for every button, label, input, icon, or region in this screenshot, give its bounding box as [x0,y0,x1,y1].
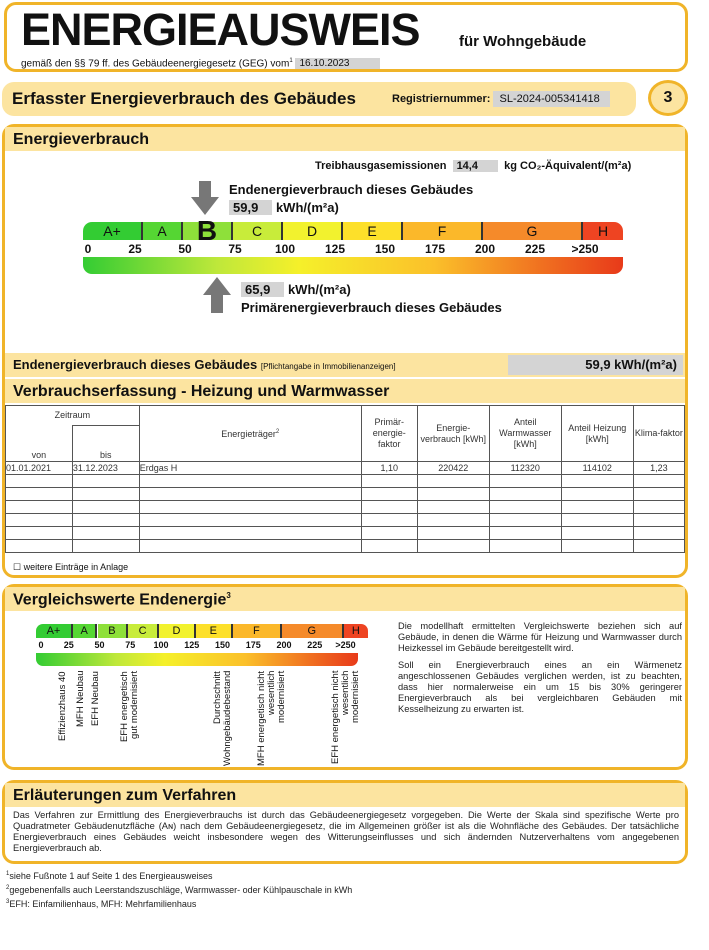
col-von: von [6,426,73,462]
table-cell [561,527,633,540]
summary-note: [Pflichtangabe in Immobilienanzeigen] [260,362,396,371]
primary-energy-value: 65,9 [241,282,284,297]
class-segment-D: D [159,624,196,638]
table-cell [6,475,73,488]
class-segment-A: A [73,624,98,638]
table-cell [489,488,561,501]
table-cell [139,475,361,488]
table-cell [361,514,417,527]
table-cell [417,514,489,527]
explanation-text: Das Verfahren zur Ermittlung des Energieverbrauchs ist durch das Gebäudeenergiegesetz vorgegeben. Die Werte der Skala sind spezifische Werte pro Quadratmeter Gebäudenutzfläche (Aɴ) nach dem Gebäudeenergiegesetz, die im Allgemeinen größer ist als die Wohnfläche des Gebäudes. Der tatsächliche Energieverbrauch eines Gebäudes weicht insbesondere wegen des Witterungseinflusses und sich ändernden Nutzerverhaltens vom angegebenen Energieverbrauch ab. [13,810,679,853]
scale-tick: 200 [276,640,292,650]
final-energy-value: 59,9 [229,200,272,215]
section-title: Erfasster Energieverbrauch des Gebäudes [12,89,356,108]
final-energy-label: Endenergieverbrauch dieses Gebäudes [229,182,474,197]
footnote-text: siehe Fußnote 1 auf Seite 1 des Energieausweises [9,871,213,881]
table-cell [6,527,73,540]
table-cell [417,501,489,514]
comparison-heading [5,587,685,611]
more-entries-checkbox[interactable]: ☐ weitere Einträge in Anlage [13,562,129,572]
class-segment-A+: A+ [36,624,73,638]
document-header [4,2,688,72]
scale-tick: 75 [228,242,242,256]
primary-energy-value-row [241,282,351,297]
final-energy-summary [5,353,685,377]
scale-tick: 50 [94,640,105,650]
col-bis: bis [72,426,139,462]
class-segment-D: D [283,222,343,240]
footnote [6,882,352,896]
col-energy: Energie-verbrauch [kWh] [417,406,489,462]
footnote-number: 3 [6,899,10,905]
table-cell: 112320 [489,462,561,475]
scale-tick: 150 [214,640,231,650]
comparison-panel [2,584,688,770]
table-cell [417,475,489,488]
table-cell [633,514,684,527]
ghg-unit: kg CO₂-Äquivalent/(m²a) [504,160,632,172]
table-cell: 01.01.2021 [6,462,73,475]
table-cell [139,488,361,501]
col-heating: Anteil Heizung [kWh] [561,406,633,462]
scale-gradient [83,257,623,274]
scale-tick: 225 [307,640,323,650]
legal-basis-text: gemäß den §§ 79 ff. des Gebäudeenergiegesetz (GEG) vom [21,58,290,70]
scale-tick: 100 [274,242,296,256]
class-segment-G: G [282,624,344,638]
comparison-ticks [5,640,385,652]
footnote-text: gegebenenfalls auch Leerstandszuschläge, Warmwasser- oder Kühlpauschale in kWh [9,885,353,895]
footnote-ref: 1 [289,58,293,64]
class-segment-E: E [343,222,403,240]
footnote-text: EFH: Einfamilienhaus, MFH: Mehrfamilienhaus [9,899,197,909]
table-row-empty [6,514,685,527]
table-cell [561,475,633,488]
page-number: 3 [648,80,688,116]
footnote-number: 2 [6,885,10,891]
table-cell: 114102 [561,462,633,475]
final-energy-value-row [229,200,339,215]
table-cell [6,540,73,553]
registration [392,93,610,105]
explanation-heading: Erläuterungen zum Verfahren [5,783,685,807]
col-zeitraum: Zeitraum [6,406,140,426]
table-cell: Erdgas H [139,462,361,475]
table-cell [72,514,139,527]
issue-date: 16.10.2023 [295,58,379,69]
legal-basis [21,55,380,70]
table-cell: 31.12.2023 [72,462,139,475]
scale-tick: 175 [245,640,261,650]
col-pef: Primär-energie-faktor [361,406,417,462]
reference-label: MFH energetisch nicht wesentlich modernisiert [255,671,287,767]
document-title: ENERGIEAUSWEIS [21,4,420,55]
comparison-gradient [36,653,358,666]
explanation-panel [2,780,688,864]
scale-tick: 100 [153,640,169,650]
summary-value: 59,9 kWh/(m²a) [508,355,683,375]
scale-tick: 175 [424,242,446,256]
class-segment-B: B [183,222,233,240]
scale-tick: 75 [125,640,136,650]
table-cell [72,540,139,553]
table-cell [633,540,684,553]
ghg-label: Treibhausgasemissionen [315,160,447,172]
col-traeger [139,406,361,462]
final-energy-unit: kWh/(m²a) [275,200,339,215]
reference-label: MFH Neubau [75,671,87,728]
table-cell [139,527,361,540]
table-cell [633,527,684,540]
scale-tick: 25 [128,242,142,256]
footnote [6,896,352,910]
energy-consumption-panel [2,124,688,578]
table-row-empty [6,475,685,488]
consumption-heading: Verbrauchserfassung - Heizung und Warmwasser [5,379,685,403]
reference-label: EFH Neubau [89,671,101,726]
comparison-heading-text: Vergleichswerte Endenergie [13,591,227,609]
table-cell [489,540,561,553]
ghg-value: 14,4 [453,160,498,172]
table-cell [561,514,633,527]
table-cell [489,514,561,527]
table-row-empty [6,540,685,553]
class-segment-C: C [128,624,159,638]
class-segment-E: E [196,624,233,638]
scale-tick: 50 [178,242,192,256]
table-cell [561,488,633,501]
table-cell [633,501,684,514]
col-warmwater: Anteil Warmwasser [kWh] [489,406,561,462]
class-segment-F: F [403,222,483,240]
table-cell [6,501,73,514]
table-cell [489,475,561,488]
col-traeger-label: Energieträger [221,429,276,439]
reference-label: EFH energetisch nicht wesentlich modernisiert [329,671,361,765]
section-header [2,82,636,116]
panel-heading: Energieverbrauch [5,127,685,151]
efficiency-scale [83,215,623,246]
table-cell [6,488,73,501]
table-row-empty [6,501,685,514]
table-cell: 1,23 [633,462,684,475]
table-cell [489,501,561,514]
table-cell [561,540,633,553]
table-cell: 1,10 [361,462,417,475]
table-row-empty [6,527,685,540]
table-cell [361,501,417,514]
ghg-emissions [315,159,631,174]
table-cell [633,475,684,488]
footnotes [6,868,352,910]
class-segment-B: B [98,624,129,638]
scale-tick: 0 [84,242,92,256]
class-segment-F: F [233,624,282,638]
table-cell [139,540,361,553]
summary-label: Endenergieverbrauch dieses Gebäudes [13,357,258,372]
table-cell [72,527,139,540]
class-segment-A+: A+ [83,222,143,240]
primary-energy-unit: kWh/(m²a) [287,282,351,297]
primary-energy-label: Primärenergieverbrauch dieses Gebäudes [241,300,502,315]
scale-tick: >250 [335,640,356,650]
table-cell [417,488,489,501]
scale-tick: >250 [571,242,599,256]
table-cell [361,475,417,488]
footnote [6,868,352,882]
table-cell [417,527,489,540]
table-cell [72,475,139,488]
scale-tick: 125 [184,640,200,650]
table-cell [361,527,417,540]
col-climate: Klima-faktor [633,406,684,462]
table-cell [417,540,489,553]
scale-tick: 125 [324,242,346,256]
consumption-table [5,405,685,553]
table-cell [361,540,417,553]
reference-label: Durchschnitt Wohngebäudebestand [211,671,233,767]
scale-tick: 200 [474,242,496,256]
table-cell [361,488,417,501]
scale-tick: 225 [524,242,546,256]
table-cell [561,501,633,514]
comparison-text-2: Soll ein Energieverbrauch eines an ein Wärmenetz angeschlossenen Gebäudes verglichen werden, ist zu beachten, dass hier normalerweise ein um 15 bis 30% geringerer Energieverbrauch als bei vergleichbaren Gebäuden mit Kesselheizung zu erwarten ist. [398,660,682,714]
table-cell [72,501,139,514]
scale-tick: 150 [374,242,396,256]
table-cell [6,514,73,527]
footnote-number: 1 [6,871,10,877]
reference-label: EFH energetisch gut modernisiert [119,671,141,742]
table-cell [633,488,684,501]
table-row [6,462,685,475]
reference-label: Effizienzhaus 40 [56,671,68,741]
class-segment-H: H [583,222,623,240]
table-cell [489,527,561,540]
comparison-text-1: Die modellhaft ermittelten Vergleichswerte beziehen sich auf Gebäude, in denen die Wärme für Heizung und Warmwasser durch Heizkessel im Gebäude bereitgestellt wird. [398,621,682,653]
footnote-ref: 3 [226,591,231,600]
table-cell: 220422 [417,462,489,475]
comparison-text [398,621,682,715]
class-segment-H: H [344,624,369,638]
class-segment-G: G [483,222,583,240]
scale-tick: 0 [38,640,44,650]
document-subtitle: für Wohngebäude [459,33,587,50]
footnote-ref: 2 [275,429,280,435]
registration-label: Registriernummer: [392,93,491,105]
table-cell [139,501,361,514]
table-cell [139,514,361,527]
table-cell [72,488,139,501]
table-row-empty [6,488,685,501]
class-segment-C: C [233,222,283,240]
comparison-scale [36,624,358,638]
scale-ticks [5,242,685,257]
class-segment-A: A [143,222,183,240]
registration-number: SL-2024-005341418 [493,91,609,107]
scale-tick: 25 [63,640,74,650]
